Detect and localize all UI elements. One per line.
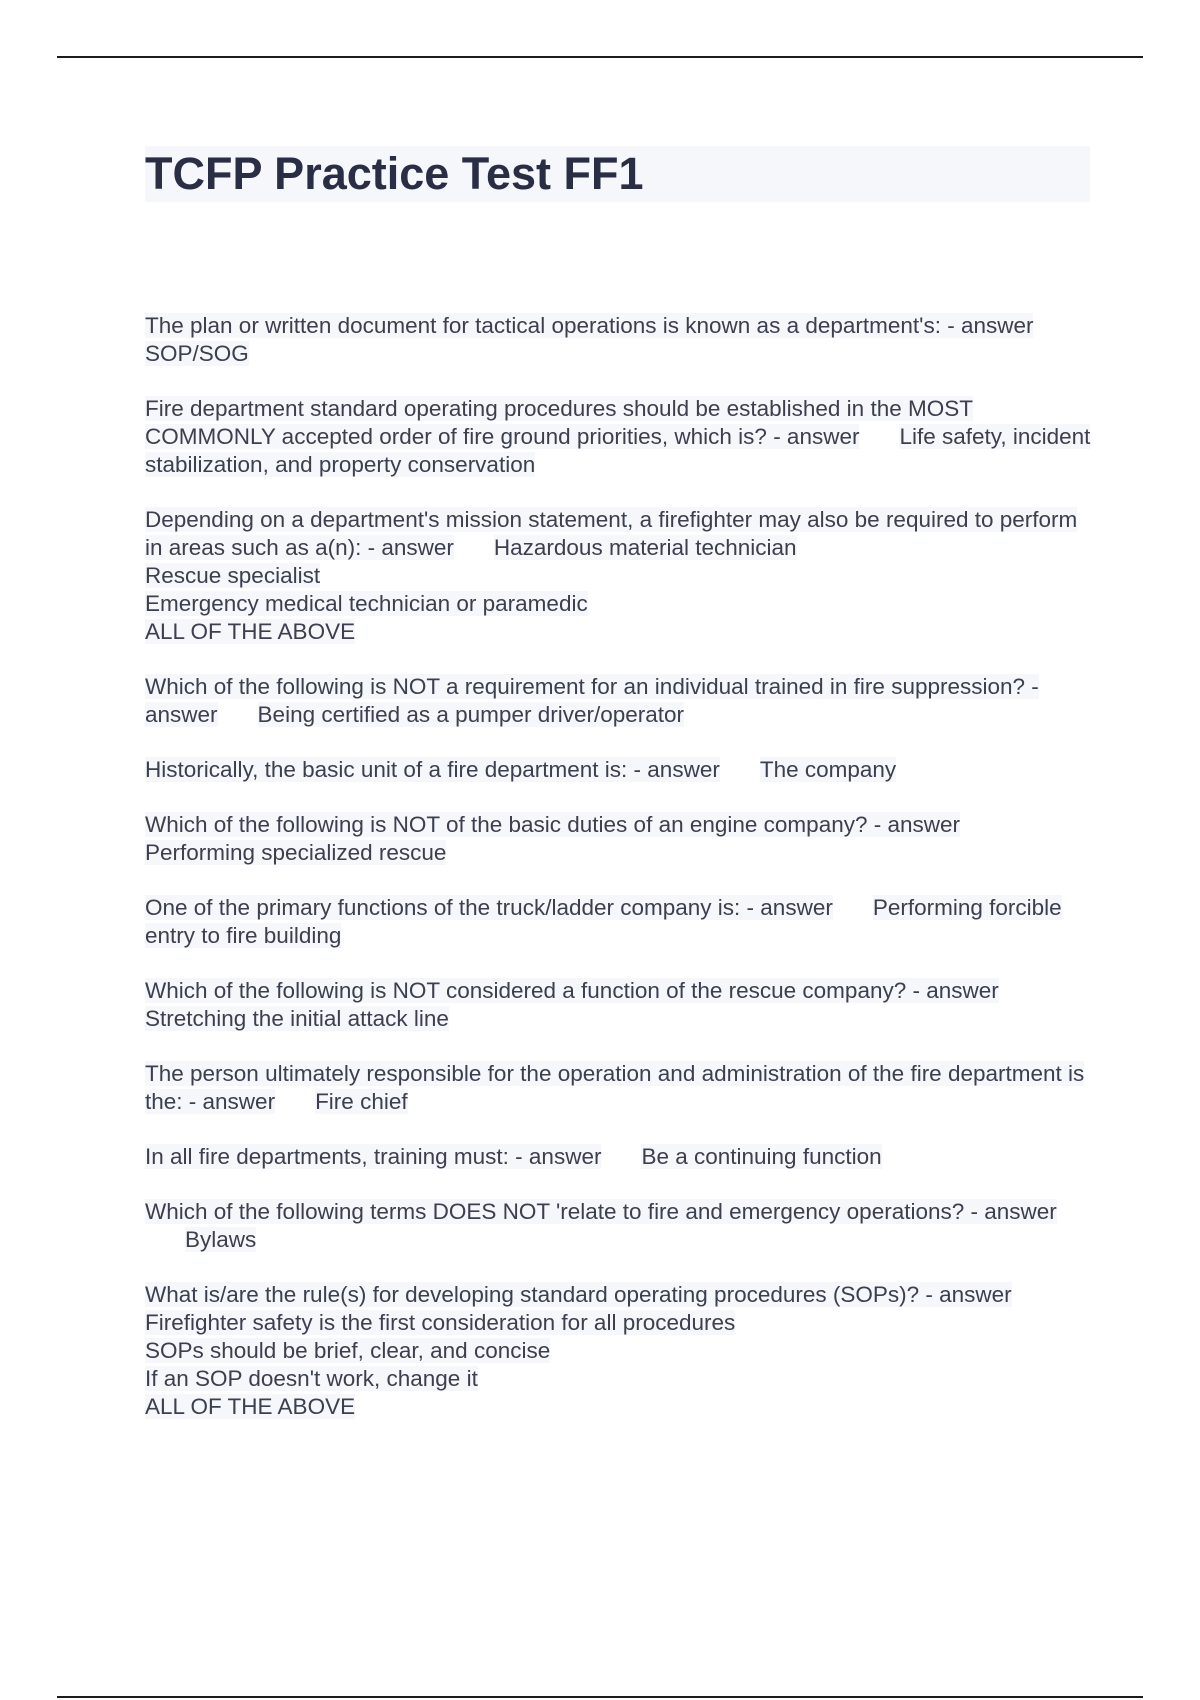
qa-item <box>145 894 1095 950</box>
question-text: Which of the following is NOT considered a function of the rescue company? <box>145 978 907 1003</box>
answer-separator: - answer <box>919 1282 1012 1307</box>
question-text: Which of the following terms DOES NOT 'relate to fire and emergency operations? <box>145 1199 965 1224</box>
answer-separator: - answer <box>964 1199 1057 1224</box>
question-text: The person ultimately responsible for the operation and administration of the fire department is the: <box>145 1061 1085 1114</box>
answer-text: Firefighter safety is the first consideration for all procedures SOPs should be brief, clear, and concise If an SOP doesn't work, change it ALL OF THE ABOVE <box>145 1310 736 1419</box>
question-text: The plan or written document for tactical operations is known as a department's: <box>145 313 941 338</box>
question-text: Depending on a department's mission statement, a firefighter may also be required to perform in areas such as a(n): <box>145 507 1078 560</box>
answer-text: Hazardous material technician Rescue specialist Emergency medical technician or paramedic ALL OF THE ABOVE <box>145 535 797 644</box>
answer-separator: - answer <box>940 313 1034 338</box>
top-rule <box>57 56 1143 58</box>
document-title: TCFP Practice Test FF1 <box>145 148 644 199</box>
answer-text: Performing specialized rescue <box>145 840 447 865</box>
answer-text: Being certified as a pumper driver/operator <box>257 702 685 727</box>
answer-text: SOP/SOG <box>145 341 249 366</box>
answer-separator: - answer <box>766 424 860 449</box>
qa-item <box>145 811 1095 867</box>
qa-item <box>145 1281 1095 1421</box>
question-text: Historically, the basic unit of a fire department is: <box>145 757 628 782</box>
bottom-rule <box>57 1696 1143 1698</box>
answer-separator: - answer <box>361 535 454 560</box>
answer-text: Stretching the initial attack line <box>145 1006 449 1031</box>
question-text: Which of the following is NOT a requirement for an individual trained in fire suppression? <box>145 674 1026 699</box>
answer-text: Bylaws <box>185 1227 257 1252</box>
question-text: One of the primary functions of the truck/ladder company is: <box>145 895 741 920</box>
answer-separator: - answer <box>182 1089 276 1114</box>
qa-item <box>145 673 1095 729</box>
answer-text: Performing forcible entry to fire building <box>145 895 1062 948</box>
qa-item <box>145 977 1095 1033</box>
qa-list <box>145 312 1095 1448</box>
answer-text: Be a continuing function <box>641 1144 882 1169</box>
question-text: Which of the following is NOT of the basic duties of an engine company? <box>145 812 868 837</box>
answer-separator: - answer <box>627 757 720 782</box>
question-text: What is/are the rule(s) for developing standard operating procedures (SOPs)? <box>145 1282 920 1307</box>
answer-text: Fire chief <box>315 1089 408 1114</box>
qa-item <box>145 395 1095 479</box>
qa-item <box>145 1143 1095 1171</box>
answer-separator: - answer <box>508 1144 602 1169</box>
answer-separator: - answer <box>740 895 833 920</box>
question-text: Fire department standard operating procedures should be established in the MOST COMMONLY accepted order of fire ground priorities, which is? <box>145 396 973 449</box>
answer-text: Life safety, incident stabilization, and property conservation <box>145 424 1091 477</box>
qa-item <box>145 312 1095 368</box>
qa-item <box>145 1060 1095 1116</box>
question-text: In all fire departments, training must: <box>145 1144 509 1169</box>
qa-item <box>145 506 1095 646</box>
answer-separator: - answer <box>867 812 961 837</box>
qa-item <box>145 756 1095 784</box>
qa-item <box>145 1198 1095 1254</box>
answer-separator: - answer <box>906 978 999 1003</box>
answer-text: The company <box>759 757 897 782</box>
answer-separator: - answer <box>145 674 1039 727</box>
